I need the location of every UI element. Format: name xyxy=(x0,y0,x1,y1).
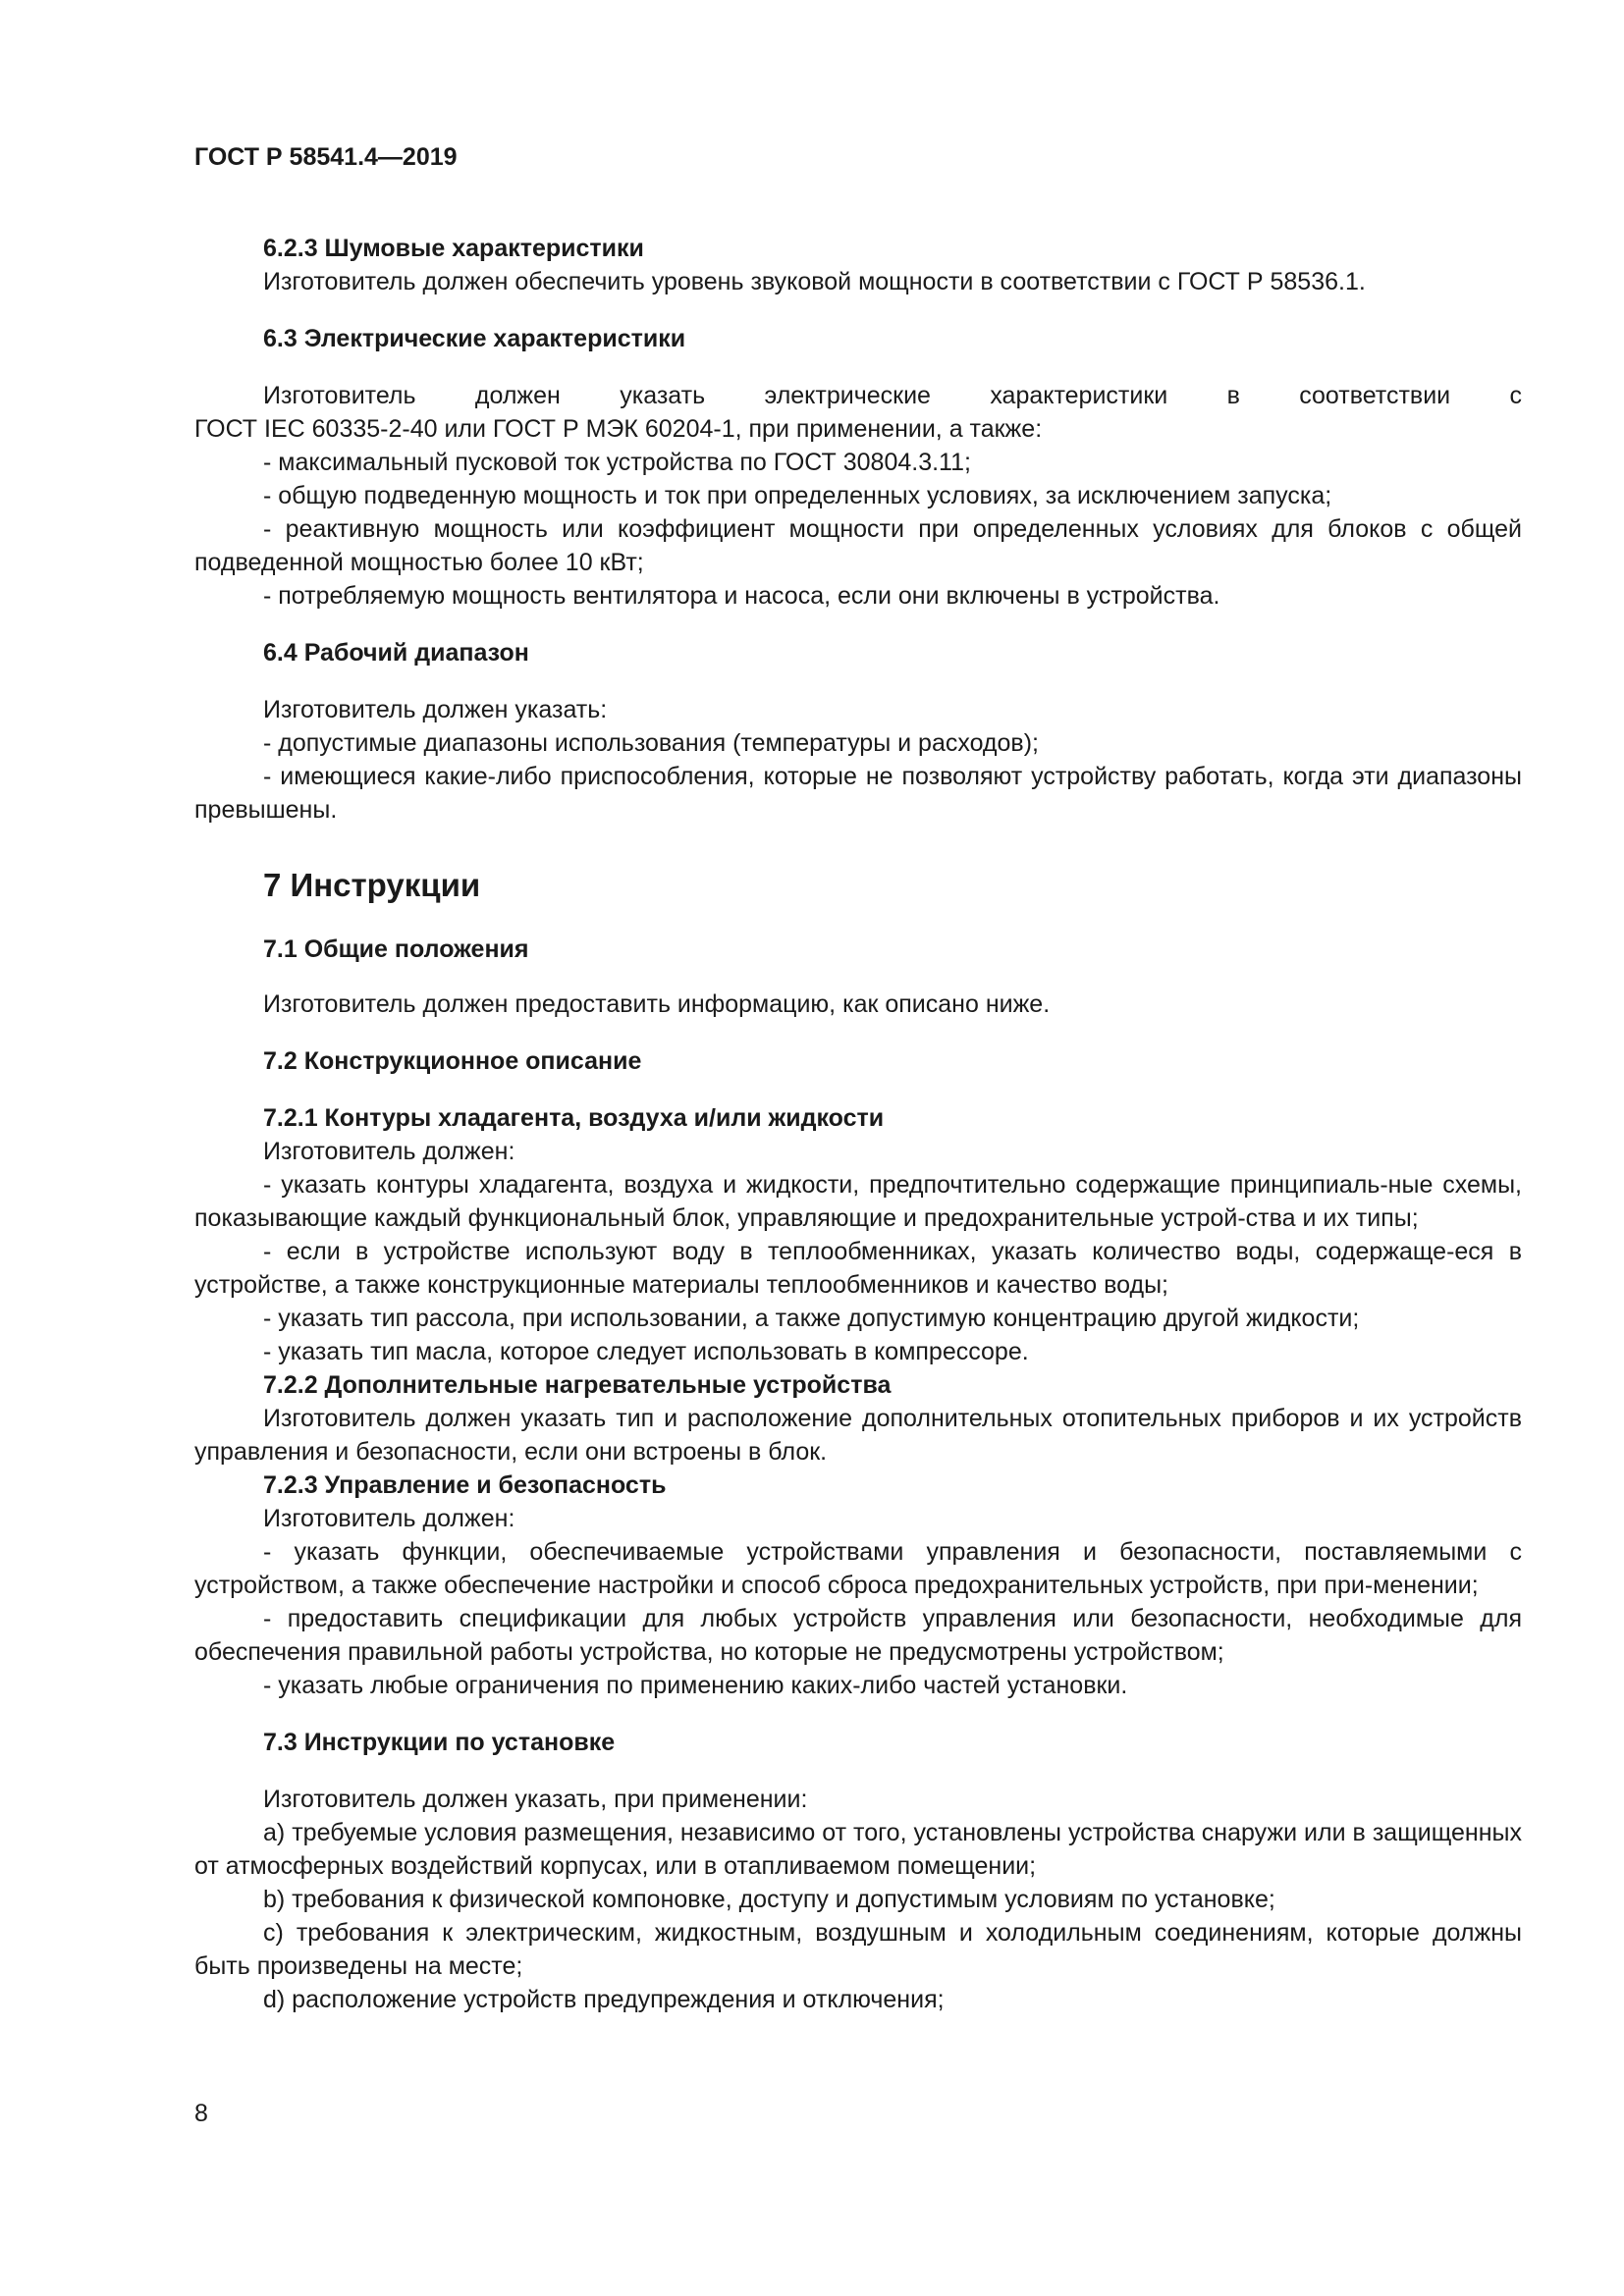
heading-7-2-1: 7.2.1 Контуры хладагента, воздуха и/или жидкости xyxy=(263,1104,885,1132)
heading-6-2-3: 6.2.3 Шумовые характеристики xyxy=(263,235,644,262)
document-header: ГОСТ Р 58541.4—2019 xyxy=(194,143,458,171)
list-item: - указать функции, обеспечиваемые устройствами управления и безопасности, поставляемыми с устройством, а также обеспечение настройки и способ сброса предохранительных устройств, при при-менении; xyxy=(194,1538,1522,1599)
heading-7-1: 7.1 Общие положения xyxy=(263,935,529,963)
list-item: - указать контуры хладагента, воздуха и жидкости, предпочтительно содержащие принципиаль-ные схемы, показывающие каждый функциональный блок, управляющие и предохранительные устрой-ства и их типы; xyxy=(194,1171,1522,1232)
paragraph: Изготовитель должен указать: xyxy=(263,696,608,723)
list-item: d) расположение устройств предупреждения и отключения; xyxy=(263,1986,945,2013)
heading-7-2-2: 7.2.2 Дополнительные нагревательные устройства xyxy=(263,1371,892,1399)
paragraph: Изготовитель должен указать электрические характеристики в соответствии с xyxy=(263,382,1522,409)
heading-7: 7 Инструкции xyxy=(263,867,481,903)
paragraph: Изготовитель должен обеспечить уровень звуковой мощности в соответствии с ГОСТ Р 58536.1. xyxy=(263,268,1366,295)
page-content xyxy=(194,139,1522,2016)
paragraph: Изготовитель должен указать, при применении: xyxy=(263,1786,808,1813)
paragraph: Изготовитель должен: xyxy=(263,1138,515,1165)
list-item: - общую подведенную мощность и ток при определенных условиях, за исключением запуска; xyxy=(263,482,1332,509)
list-item: a) требуемые условия размещения, независимо от того, установлены устройства снаружи или в защищенных от атмосферных воздействий корпусах, или в отапливаемом помещении; xyxy=(194,1819,1522,1880)
heading-7-3: 7.3 Инструкции по установке xyxy=(263,1729,616,1756)
heading-7-2: 7.2 Конструкционное описание xyxy=(263,1047,642,1075)
list-item: c) требования к электрическим, жидкостным, воздушным и холодильным соединениям, которые должны быть произведены на месте; xyxy=(194,1919,1522,1980)
heading-6-4: 6.4 Рабочий диапазон xyxy=(263,639,529,667)
heading-6-3: 6.3 Электрические характеристики xyxy=(263,325,686,352)
paragraph: ГОСТ IEC 60335-2-40 или ГОСТ Р МЭК 60204-1, при применении, а также: xyxy=(194,415,1043,443)
list-item: - максимальный пусковой ток устройства по ГОСТ 30804.3.11; xyxy=(263,449,971,476)
list-item: - имеющиеся какие-либо приспособления, которые не позволяют устройству работать, когда эти диапазоны превышены. xyxy=(194,763,1522,824)
page-number: 8 xyxy=(194,2100,208,2127)
list-item: - указать тип масла, которое следует использовать в компрессоре. xyxy=(263,1338,1029,1365)
list-item: - указать тип рассола, при использовании, а также допустимую концентрацию другой жидкости; xyxy=(263,1305,1360,1332)
paragraph: Изготовитель должен предоставить информацию, как описано ниже. xyxy=(263,990,1051,1018)
list-item: b) требования к физической компоновке, доступу и допустимым условиям по установке; xyxy=(263,1886,1275,1913)
paragraph: Изготовитель должен указать тип и расположение дополнительных отопительных приборов и их устройств управления и безопасности, если они встроены в блок. xyxy=(194,1405,1522,1466)
list-item: - реактивную мощность или коэффициент мощности при определенных условиях для блоков с общей подведенной мощностью более 10 кВт; xyxy=(194,515,1522,576)
list-item: - потребляемую мощность вентилятора и насоса, если они включены в устройства. xyxy=(263,582,1220,610)
list-item: - указать любые ограничения по применению каких-либо частей установки. xyxy=(263,1672,1128,1699)
heading-7-2-3: 7.2.3 Управление и безопасность xyxy=(263,1471,667,1499)
list-item: - предоставить спецификации для любых устройств управления или безопасности, необходимые для обеспечения правильной работы устройства, но которые не предусмотрены устройством; xyxy=(194,1605,1522,1666)
paragraph: Изготовитель должен: xyxy=(263,1505,515,1532)
list-item: - допустимые диапазоны использования (температуры и расходов); xyxy=(263,729,1039,757)
list-item: - если в устройстве используют воду в теплообменниках, указать количество воды, содержаще-еся в устройстве, а также конструкционные материалы теплообменников и качество воды; xyxy=(194,1238,1522,1299)
